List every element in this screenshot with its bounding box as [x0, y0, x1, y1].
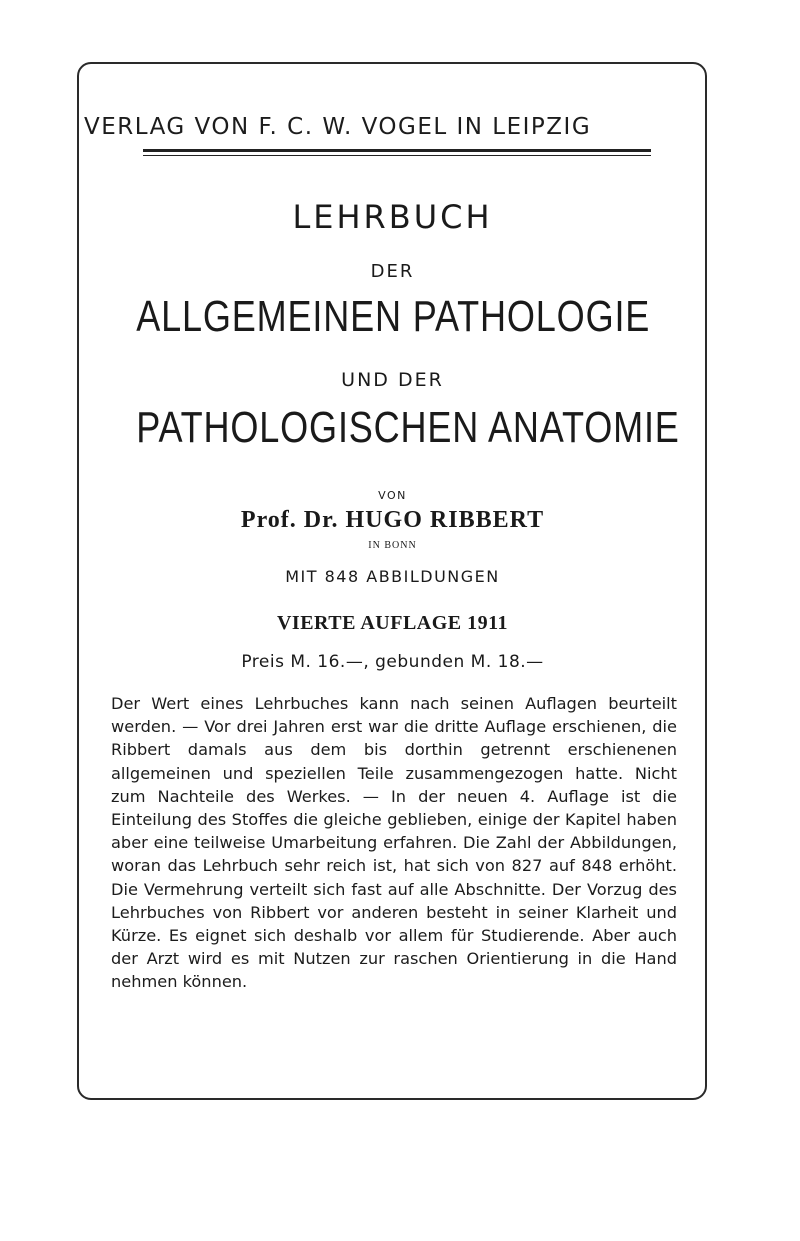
- title-pathologischen-anatomie: PATHOLOGISCHEN ANATOMIE: [136, 403, 680, 452]
- title-lehrbuch: LEHRBUCH: [292, 198, 493, 236]
- publisher-line: VERLAG VON F. C. W. VOGEL IN LEIPZIG: [84, 114, 592, 140]
- author-name: Prof. Dr. HUGO RIBBERT: [240, 507, 545, 533]
- double-rule-top: [143, 149, 651, 152]
- double-rule-bottom: [143, 155, 651, 156]
- author-location: IN BONN: [368, 540, 417, 551]
- title-allgemeinen-pathologie: ALLGEMEINEN PATHOLOGIE: [136, 292, 651, 341]
- title-der: DER: [370, 261, 415, 282]
- description-paragraph: Der Wert eines Lehrbuches kann nach seinen Auflagen beurteilt werden. — Vor drei Jahren erst war die dritte Auflage erschienen, die Ribbert damals aus dem bis dorthin getrennt erschienenen allgemeinen und speziellen Teile zusammengezogen hatte. Nicht zum Nachteile des Werkes. — In der neuen 4. Auflage ist die Einteilung des Stoffes die gleiche geblieben, einige der Kapitel haben aber eine teilweise Umarbeitung erfahren. Die Zahl der Abbildungen, woran das Lehrbuch sehr reich ist, hat sich von 827 auf 848 erhöht. Die Vermehrung verteilt sich fast auf alle Abschnitte. Der Vorzug des Lehrbuches von Ribbert vor anderen besteht in seiner Klarheit und Kürze. Es eignet sich deshalb vor allem für Studierende. Aber auch der Arzt wird es mit Nutzen zur raschen Orientierung in die Hand nehmen können.: [111, 694, 677, 992]
- illustrations-count: MIT 848 ABBILDUNGEN: [285, 567, 500, 586]
- edition-line: VIERTE AUFLAGE 1911: [276, 612, 509, 634]
- price-line: Preis M. 16.—, gebunden M. 18.—: [241, 652, 544, 672]
- title-und-der: UND DER: [341, 369, 444, 391]
- author-von: VON: [378, 489, 407, 502]
